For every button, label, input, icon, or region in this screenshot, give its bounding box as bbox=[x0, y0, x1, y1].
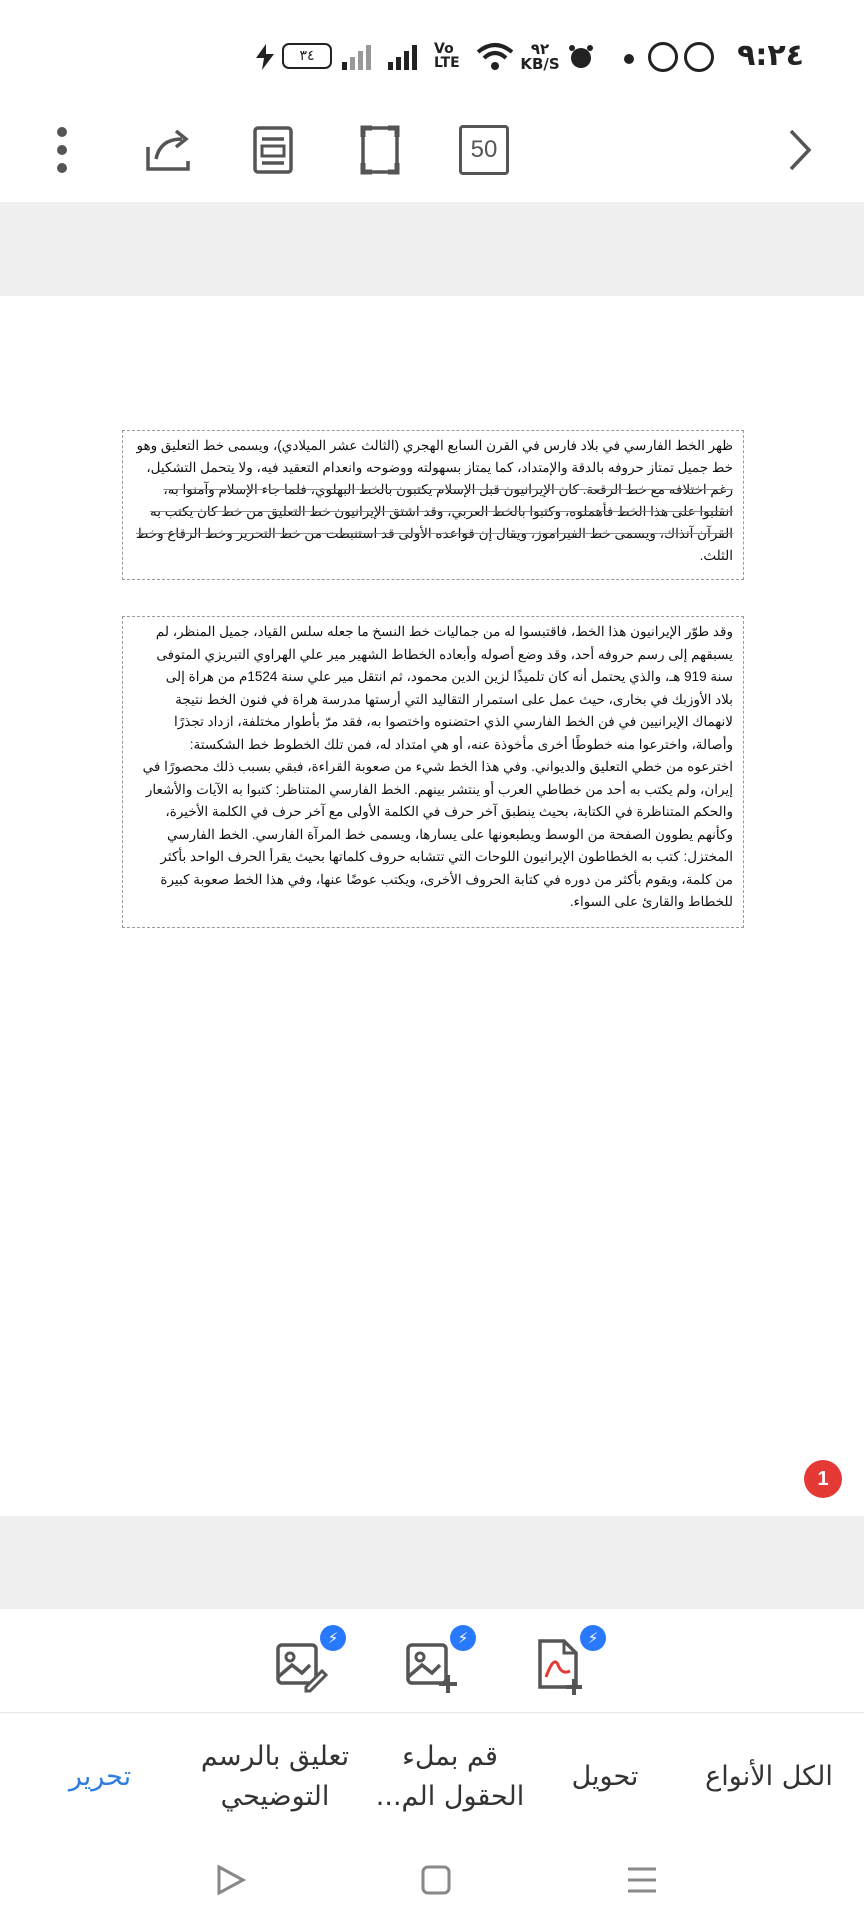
tab-all-types[interactable] bbox=[684, 1713, 854, 1841]
premium-bolt-icon: ⚡ bbox=[450, 1625, 476, 1651]
page-gap-top bbox=[0, 203, 864, 296]
tab-label-line1: تعليق بالرسم bbox=[200, 1741, 350, 1772]
paragraph2-line: والحكم المتناظرة في الكتابة، بحيث ينطبق آخر حرف في الكلمة الأولى مع آخر حرف في الكلمة الأخيرة، bbox=[165, 804, 733, 819]
battery-icon: ٣٤ bbox=[282, 43, 332, 69]
paragraph2-line: بلاد الأوزبك في بخارى، حيث عمل على استمرار التقاليد التي أرستها مدرسة هراة في فنون الخط نتيجة bbox=[175, 691, 733, 707]
charging-icon bbox=[254, 44, 276, 74]
tab-label: تحويل bbox=[571, 1761, 639, 1792]
premium-bolt-icon: ⚡ bbox=[320, 1625, 346, 1651]
paragraph2-line: من كلمة، ويقوم بأكثر من دوره في كتابة الحروف الأخرى، ويكتب عوضًا عنها، وفي هذا الخط صعوبة كبيرة bbox=[160, 871, 733, 887]
network-speed-unit: KB/S bbox=[520, 55, 560, 73]
signal-sim2-icon bbox=[342, 44, 371, 70]
page-count-button[interactable] bbox=[458, 122, 510, 178]
paragraph2-line: اخترعوه من خطي التعليق والديواني. وفي هذا الخط شيء من صعوبة القراءة، فبقي بسبب ذلك محصورًا في bbox=[142, 759, 733, 774]
reading-mode-icon[interactable] bbox=[245, 122, 301, 178]
add-image-button[interactable] bbox=[400, 1629, 469, 1695]
bottom-tabs bbox=[0, 1712, 864, 1841]
paragraph1-line: الثلث. bbox=[699, 548, 733, 563]
volte-line2: LTE bbox=[434, 55, 460, 71]
network-speed-value: ٩٢ bbox=[530, 40, 550, 58]
wifi-icon bbox=[476, 42, 514, 76]
nav-home-icon[interactable] bbox=[414, 1858, 458, 1902]
network-speed bbox=[520, 42, 560, 72]
edit-image-button[interactable] bbox=[270, 1629, 339, 1695]
more-options-icon[interactable] bbox=[34, 122, 90, 178]
volte-indicator bbox=[434, 42, 460, 70]
paragraph2-line: وأصالة، واخترعوا منه خطوطًا أخرى مأخوذة عنه، أو هي امتداد له، فمن تلك الخطوط خط الشكستة: bbox=[189, 736, 733, 752]
tab-label-line2: الحقول الم... bbox=[375, 1781, 525, 1812]
whatsapp-icon bbox=[684, 42, 714, 72]
nav-recents-icon[interactable] bbox=[620, 1858, 664, 1902]
tab-annotate[interactable] bbox=[190, 1713, 360, 1841]
paragraph2-line: سنة 919 هـ، والذي يحتمل أنه كان تلميذًا لزين الدين محمود، ثم انتقل مير علي سنة 1524م من هراة إلى bbox=[165, 669, 733, 684]
page-count-label: 50 bbox=[459, 125, 509, 175]
messenger-icon bbox=[648, 42, 678, 72]
pdf-add-button[interactable] bbox=[530, 1629, 599, 1695]
share-icon[interactable] bbox=[140, 122, 196, 178]
volte-line1: Vo bbox=[434, 41, 454, 57]
tab-label: الكل الأنواع bbox=[705, 1761, 833, 1792]
clock: ٩:٢٤ bbox=[737, 38, 804, 73]
fullscreen-icon[interactable] bbox=[352, 122, 408, 178]
system-nav-bar bbox=[0, 1840, 864, 1920]
tab-fill-fields[interactable] bbox=[370, 1713, 530, 1841]
paragraph2-line: إيران، ولم يكتب به أحد من خطاطي العرب أو ينتشر بينهم. الخط الفارسي المتناظر: كتبوا به الآيات والأشعار bbox=[145, 781, 733, 797]
paragraph1-line: خط جميل تمتاز حروفه بالدقة والإمتداد، كما يمتاز بسهولته ووضوحه وانعدام التعقيد فيه، ولا يتحمل التشكيل، bbox=[146, 460, 733, 475]
paragraph1-line: القرآن آنذاك، ويسمى خط الفيراموز، ويقال إن قواعده الأولى قد استنبطت من خط التحرير وخط الرقاع وخط bbox=[135, 526, 733, 541]
signal-icon bbox=[388, 44, 417, 70]
tab-convert[interactable] bbox=[540, 1713, 670, 1841]
document-toolbar bbox=[0, 100, 864, 203]
paragraph1-line: رغم اختلافه مع خط الرقعة. كان الإيرانيون قبل الإسلام يكتبون بالخط البهلوي، فلما جاء الإسلام وآمنوا به، bbox=[163, 482, 733, 497]
alarm-icon bbox=[566, 42, 596, 76]
tab-label: تحرير bbox=[68, 1761, 132, 1792]
paragraph2-line: للخطاط والقارئ على السواء. bbox=[569, 894, 733, 909]
paragraph2-line: وكأنهم يطوون الصفحة من الوسط ويطبعونها على يسارها، ويسمى خط المرآة الفارسي. الخط الفارسي bbox=[166, 826, 733, 842]
paragraph1-line: ظهر الخط الفارسي في بلاد فارس في القرن السابع الهجري (الثالث عشر الميلادي)، ويسمى خط التعليق وهو bbox=[136, 438, 733, 453]
paragraph1-line: انقلبوا على هذا الخط فأهملوه، وكتبوا بالخط العربي، وقد اشتق الإيرانيون خط التعليق من خط كان يكتب به bbox=[149, 504, 733, 519]
chevron-right-icon[interactable] bbox=[772, 122, 828, 178]
text-box-1[interactable] bbox=[122, 430, 744, 580]
page-gap-bottom bbox=[0, 1516, 864, 1608]
text-box-2[interactable] bbox=[122, 616, 744, 928]
tab-label-line1: قم بملء bbox=[402, 1741, 498, 1772]
notification-badge[interactable]: 1 bbox=[804, 1460, 842, 1498]
nav-back-icon[interactable] bbox=[208, 1858, 252, 1902]
paragraph2-line: وقد طوّر الإيرانيون هذا الخط، فاقتبسوا له من جماليات خط النسخ ما جعله سلس القياد، جميل المنظر، لم bbox=[155, 624, 733, 639]
status-bar bbox=[0, 0, 864, 100]
paragraph2-line: يسبقهم إلى رسم حروفه أحد، وقد وضع أصوله وأبعاده الخطاط الشهير مير علي الهراوي التبريزي المتوفى bbox=[156, 646, 733, 662]
tab-label-line2: التوضيحي bbox=[220, 1781, 330, 1812]
tool-icons-row bbox=[0, 1608, 864, 1713]
tab-edit[interactable] bbox=[40, 1713, 160, 1841]
premium-bolt-icon: ⚡ bbox=[580, 1625, 606, 1651]
paragraph2-line: المختزل: كتب به الخطاطون الإيرانيون اللوحات التي تتشابه حروف كلماتها بحيث يقرأ الحرف الواحد بأكثر bbox=[160, 849, 733, 864]
notification-dot-icon bbox=[624, 54, 634, 64]
paragraph2-line: لانهماك الإيرانيين في فن الخط الفارسي الذي احتضنوه واختصوا به، فقد مرّ بأطوار مختلفة، ازداد تجذرًا bbox=[174, 714, 733, 729]
